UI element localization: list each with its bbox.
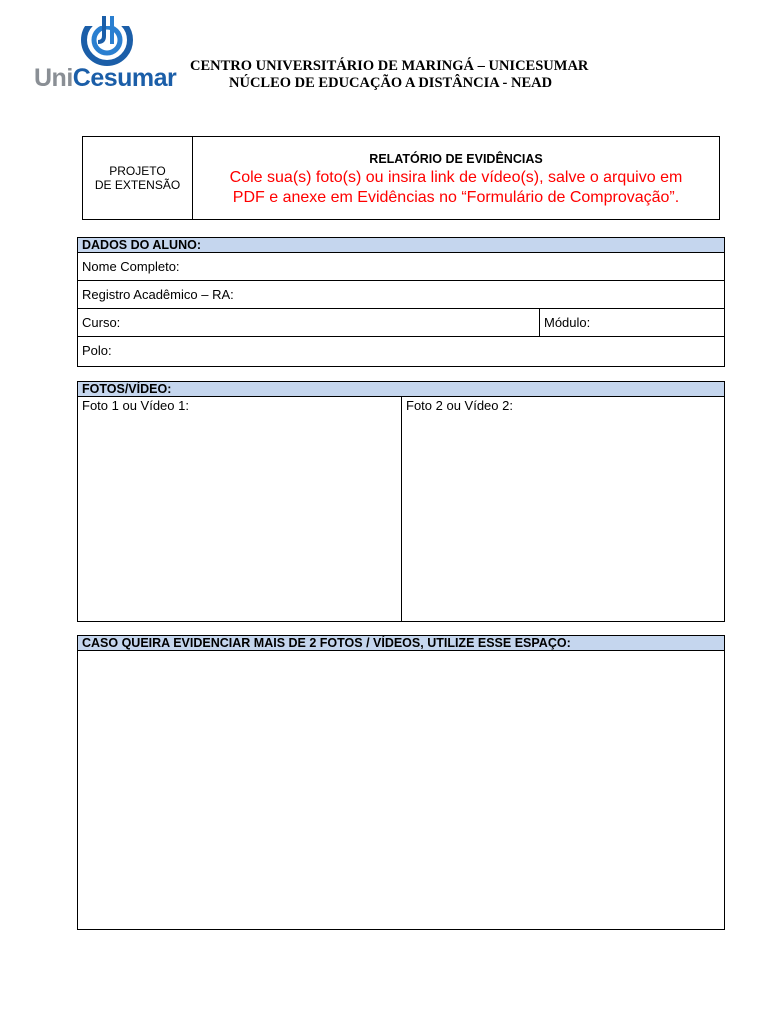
polo-field[interactable] [78, 337, 724, 365]
module-label: Módulo: [544, 315, 591, 330]
department-name: NÚCLEO DE EDUCAÇÃO A DISTÂNCIA - NEAD [229, 75, 553, 91]
report-instruction-line1: Cole sua(s) foto(s) ou insira link de vídeo(s), salve o arquivo em [229, 169, 683, 186]
report-title: RELATÓRIO DE EVIDÊNCIAS [369, 152, 543, 166]
project-type-line1: PROJETO [109, 164, 166, 178]
extra-evidence-table [77, 635, 725, 930]
photo2-label: Foto 2 ou Vídeo 2: [406, 398, 513, 413]
ra-label: Registro Acadêmico – RA: [82, 287, 234, 302]
project-type-line2: DE EXTENSÃO [94, 178, 181, 192]
logo-cesumar-text: Cesumar [72, 64, 177, 92]
student-data-heading: DADOS DO ALUNO: [78, 238, 724, 253]
full-name-label: Nome Completo: [82, 259, 180, 274]
logo-uni-text: Uni [34, 64, 73, 92]
report-cell [193, 137, 719, 219]
module-field[interactable] [539, 309, 724, 336]
full-name-field[interactable] [78, 253, 724, 281]
project-box [82, 136, 720, 220]
unicesumar-emblem-icon [34, 14, 182, 66]
course-label: Curso: [82, 315, 121, 330]
photos-video-body [78, 397, 724, 621]
polo-label: Polo: [82, 343, 112, 358]
photos-video-table [77, 381, 725, 622]
extra-evidence-area[interactable] [78, 651, 724, 928]
extra-evidence-heading: CASO QUEIRA EVIDENCIAR MAIS DE 2 FOTOS / VÍDEOS, UTILIZE ESSE ESPAÇO: [78, 636, 724, 651]
photo1-area[interactable] [78, 397, 401, 621]
logo-wordmark [34, 64, 182, 92]
photo1-label: Foto 1 ou Vídeo 1: [82, 398, 189, 413]
course-module-row [78, 309, 724, 337]
project-type-cell [83, 137, 193, 219]
report-instruction-line2: PDF e anexe em Evidências no “Formulário de Comprovação”. [232, 189, 680, 206]
photo2-area[interactable] [401, 397, 724, 621]
institution-name: CENTRO UNIVERSITÁRIO DE MARINGÁ – UNICESUMAR [190, 58, 589, 74]
photos-video-heading: FOTOS/VÍDEO: [78, 382, 724, 397]
unicesumar-logo [34, 14, 182, 92]
student-data-table [77, 237, 725, 367]
ra-field[interactable] [78, 281, 724, 309]
